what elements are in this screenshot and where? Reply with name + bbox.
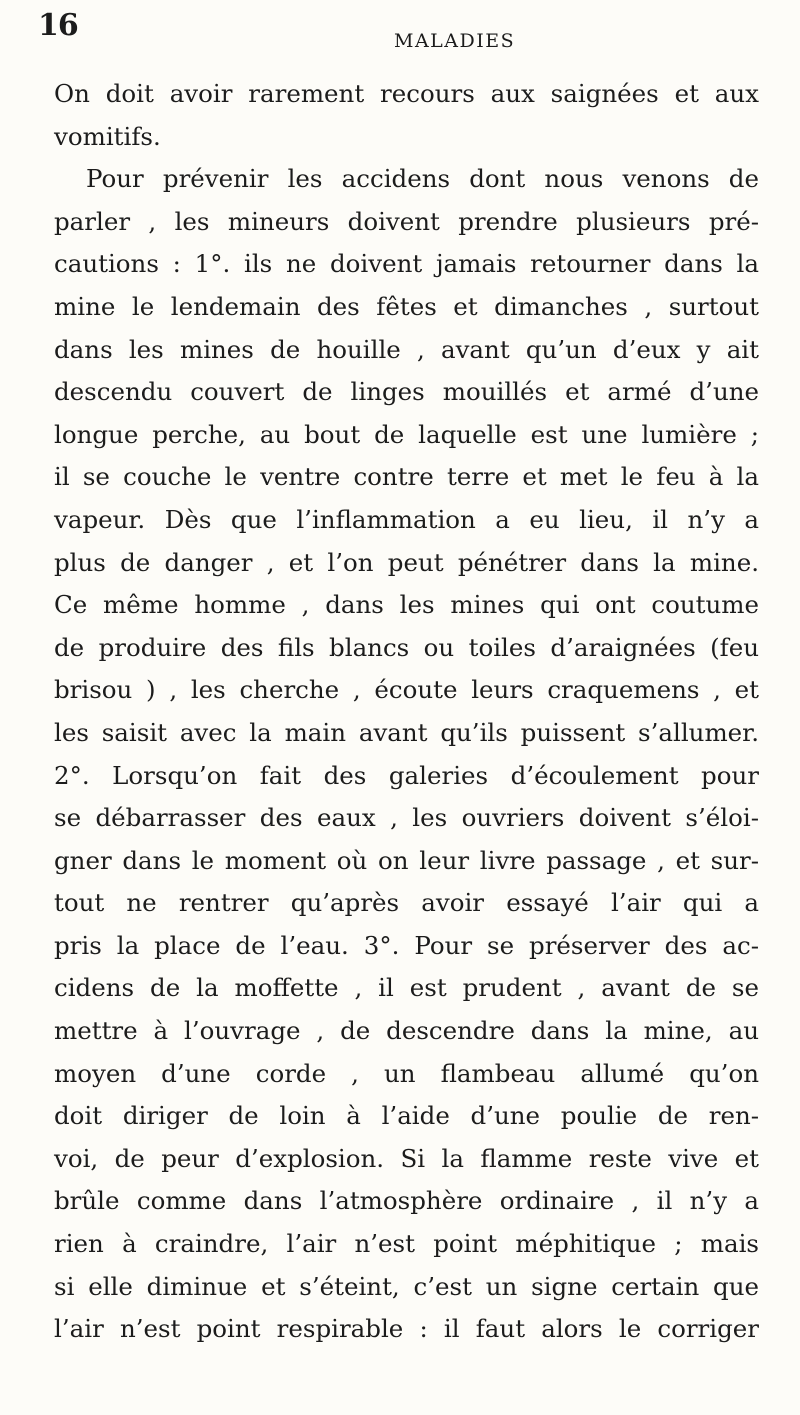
text-line: il se couche le ventre contre terre et met le feu à la (54, 462, 759, 492)
body-text (54, 73, 759, 1351)
running-head (38, 8, 760, 52)
text-line: se débarrasser des eaux , les ouvriers doivent s’éloi- (54, 803, 759, 833)
text-line: Pour prévenir les accidens dont nous venons de (86, 164, 759, 194)
text-line: doit diriger de loin à l’aide d’une poulie de ren- (54, 1101, 759, 1131)
text-line: 2°. Lorsqu’on fait des galeries d’écoulement pour (54, 760, 759, 790)
running-title: MALADIES (394, 30, 516, 52)
text-line: On doit avoir rarement recours aux saignées et aux (54, 79, 759, 108)
text-line: plus de danger , et l’on peut pénétrer dans la mine. (54, 547, 759, 577)
text-line: rien à craindre, l’air n’est point méphitique ; mais (54, 1229, 759, 1259)
text-line: longue perche, au bout de laquelle est une lumière ; (54, 419, 759, 449)
text-line: voi, de peur d’explosion. Si la flamme reste vive et (54, 1143, 759, 1173)
text-line: brisou ) , les cherche , écoute leurs craquemens , et (54, 675, 759, 705)
text-line: mine le lendemain des fêtes et dimanches , surtout (54, 291, 759, 321)
text-line: mettre à l’ouvrage , de descendre dans la mine, au (54, 1016, 759, 1046)
text-line: dans les mines de houille , avant qu’un d’eux y ait (54, 334, 759, 364)
text-line: brûle comme dans l’atmosphère ordinaire , il n’y a (54, 1186, 759, 1216)
text-line: parler , les mineurs doivent prendre plusieurs pré- (54, 206, 759, 236)
text-line: si elle diminue et s’éteint, c’est un signe certain que (54, 1271, 759, 1301)
text-line: gner dans le moment où on leur livre passage , et sur- (54, 845, 759, 875)
text-line: de produire des fils blancs ou toiles d’araignées (feu (54, 632, 759, 662)
text-line: cidens de la moffette , il est prudent , avant de se (54, 973, 759, 1003)
text-line: Ce même homme , dans les mines qui ont coutume (54, 590, 759, 620)
text-line: tout ne rentrer qu’après avoir essayé l’air qui a (54, 888, 759, 918)
text-line: les saisit avec la main avant qu’ils puissent s’allumer. (54, 717, 759, 747)
page-number: 16 (38, 8, 78, 43)
text-line: moyen d’une corde , un flambeau allumé qu’on (54, 1058, 759, 1088)
text-line: vomitifs. (54, 121, 161, 151)
text-line: cautions : 1°. ils ne doivent jamais retourner dans la (54, 249, 759, 279)
text-line: descendu couvert de linges mouillés et armé d’une (54, 377, 759, 407)
text-line: pris la place de l’eau. 3°. Pour se préserver des ac- (54, 930, 759, 960)
text-line: vapeur. Dès que l’inflammation a eu lieu, il n’y a (54, 504, 759, 534)
text-line: l’air n’est point respirable : il faut alors le corriger (54, 1314, 759, 1344)
